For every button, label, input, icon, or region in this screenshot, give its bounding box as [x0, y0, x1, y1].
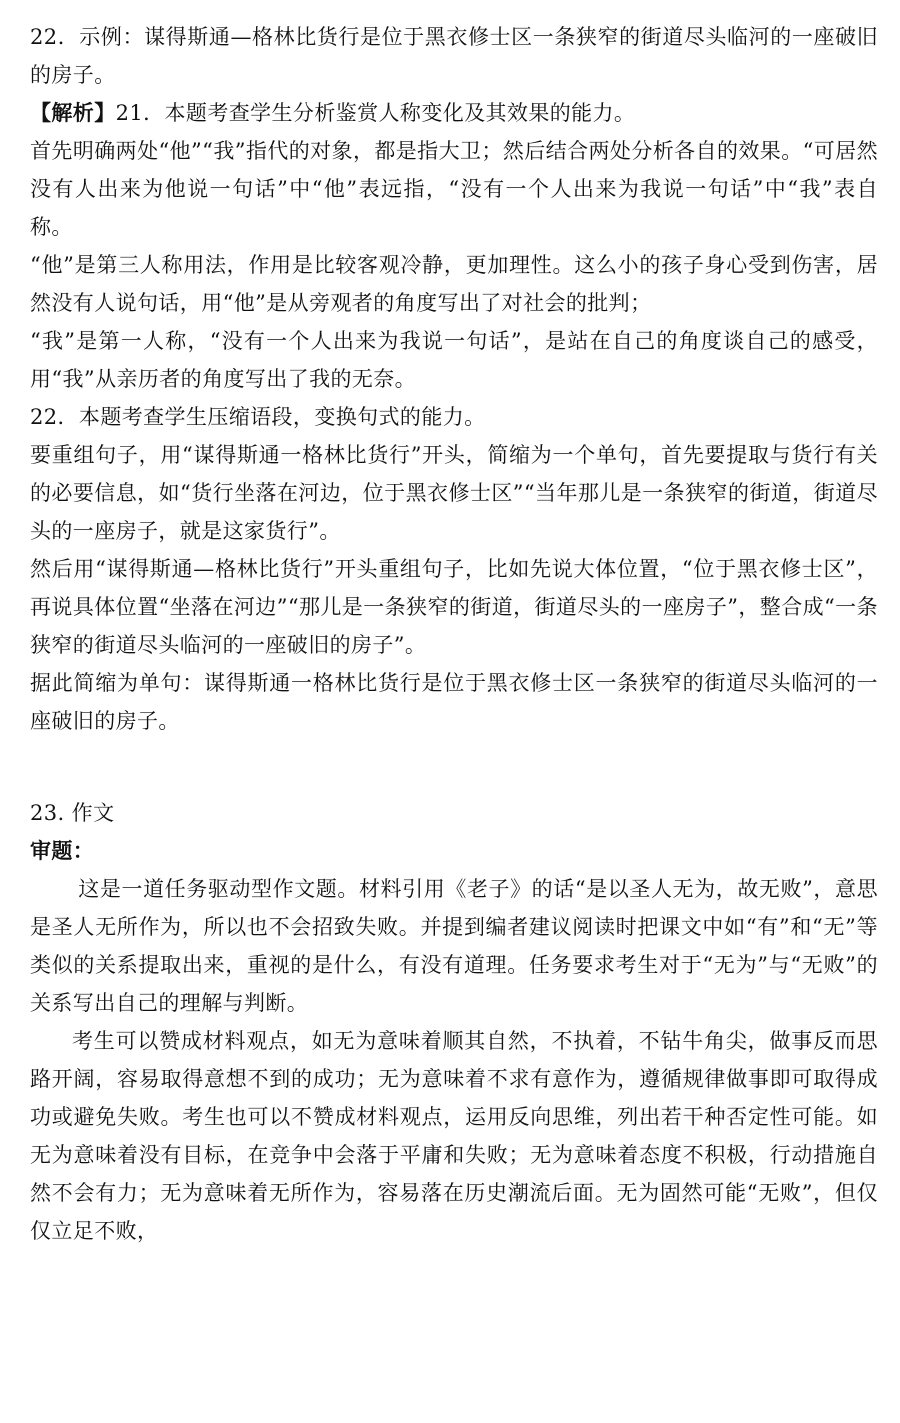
- question-23-heading: 23. 作文: [30, 801, 115, 825]
- analysis-21-text: 21．本题考查学生分析鉴赏人称变化及其效果的能力。: [115, 101, 636, 125]
- review-heading: 审题：: [30, 838, 95, 863]
- analysis-22-heading: 22．本题考查学生压缩语段，变换句式的能力。: [30, 405, 486, 429]
- analysis-21-para-2: “他”是第三人称用法，作用是比较客观冷静，更加理性。这么小的孩子身心受到伤害，居然没有人说句话，用“他”是从旁观者的角度写出了对社会的批判；: [30, 253, 878, 315]
- analysis-label: 【解析】: [30, 100, 116, 125]
- analysis-21-para-1: 首先明确两处“他”“我”指代的对象，都是指大卫；然后结合两处分析各自的效果。“可居然没有人出来为他说一句话”中“他”表远指，“没有一个人出来为我说一句话”中“我”表自称。: [30, 139, 878, 239]
- analysis-21-para-3: “我”是第一人称，“没有一个人出来为我说一句话”，是站在自己的角度谈自己的感受，用“我”从亲历者的角度写出了我的无奈。: [30, 329, 878, 391]
- analysis-22-para-2: 然后用“谋得斯通—格林比货行”开头重组句子，比如先说大体位置，“位于黑衣修士区”，再说具体位置“坐落在河边”“那儿是一条狭窄的街道，街道尽头的一座房子”，整合成“一条狭窄的街道尽头临河的一座破旧的房子”。: [30, 557, 878, 657]
- analysis-22-para-3: 据此简缩为单句：谋得斯通一格林比货行是位于黑衣修士区一条狭窄的街道尽头临河的一座破旧的房子。: [30, 671, 878, 733]
- answer-22-example: 22．示例：谋得斯通—格林比货行是位于黑衣修士区一条狭窄的街道尽头临河的一座破旧的房子。: [30, 25, 878, 87]
- review-para-1: 这是一道任务驱动型作文题。材料引用《老子》的话“是以圣人无为，故无败”，意思是圣人无所作为，所以也不会招致失败。并提到编者建议阅读时把课文中如“有”和“无”等类似的关系提取出来，重视的是什么，有没有道理。任务要求考生对于“无为”与“无败”的关系写出自己的理解与判断。: [30, 877, 878, 1015]
- review-para-2: 考生可以赞成材料观点，如无为意味着顺其自然，不执着，不钻牛角尖，做事反而思路开阔，容易取得意想不到的成功；无为意味着不求有意作为，遵循规律做事即可取得成功或避免失败。考生也可以不赞成材料观点，运用反向思维，列出若干种否定性可能。如无为意味着没有目标，在竞争中会落于平庸和失败；无为意味着态度不积极，行动措施自然不会有力；无为意味着无所作为，容易落在历史潮流后面。无为固然可能“无败”，但仅仅立足不败，: [30, 1029, 878, 1243]
- analysis-22-para-1: 要重组句子，用“谋得斯通一格林比货行”开头，简缩为一个单句，首先要提取与货行有关的必要信息，如“货行坐落在河边，位于黑衣修士区”“当年那儿是一条狭窄的街道，街道尽头的一座房子，就是这家货行”。: [30, 443, 878, 543]
- analysis-21-heading: [30, 94, 878, 132]
